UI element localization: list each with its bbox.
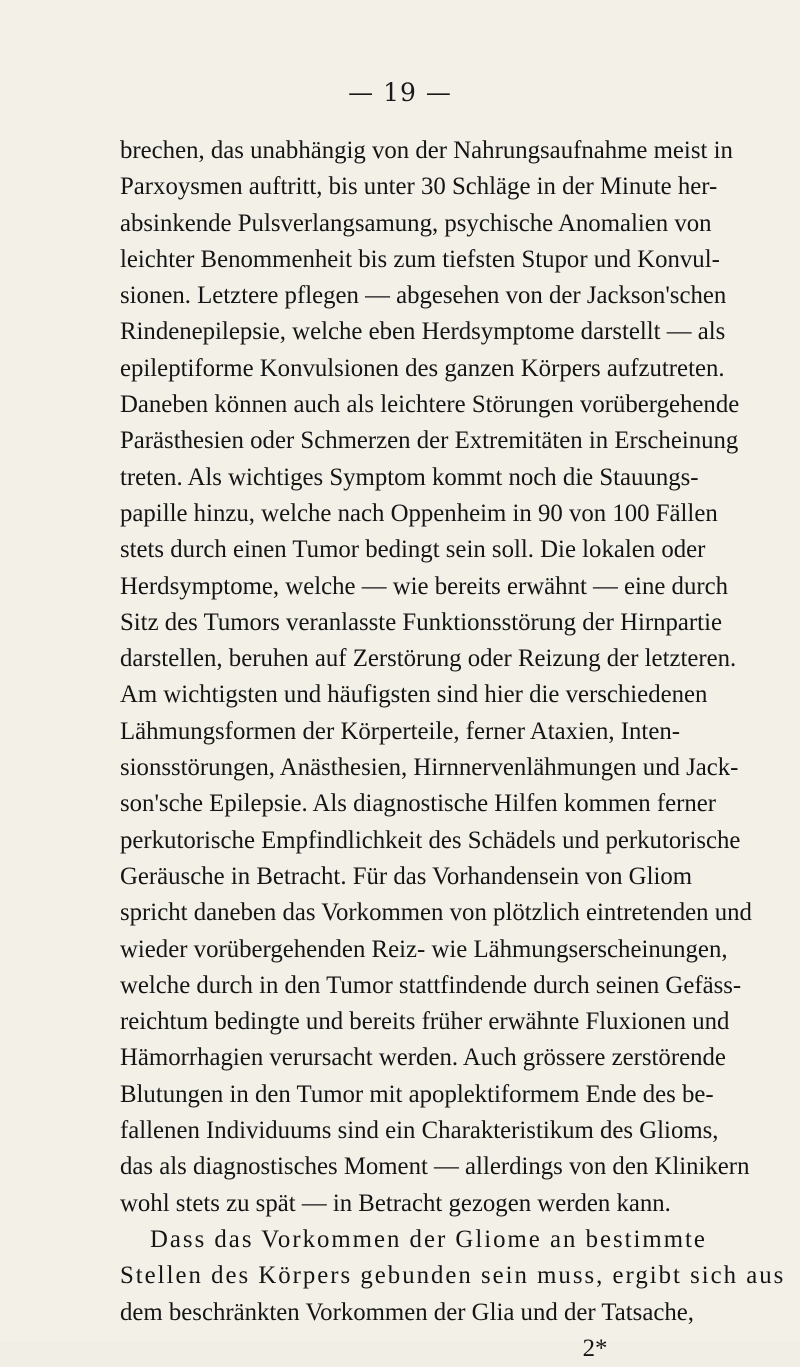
paragraph-start-line: Dass das Vorkommen der Gliome an bestimmte	[150, 1225, 707, 1253]
text-line: stets durch einen Tumor bedingt sein soll. Die lokalen oder	[120, 536, 706, 564]
signature-mark: 2*	[582, 1334, 608, 1362]
text-line: treten. Als wichtiges Symptom kommt noch die Stauungs-	[120, 463, 699, 491]
text-line: brechen, das unabhängig von der Nahrungsaufnahme meist in	[120, 137, 733, 164]
text-line: dem beschränkten Vorkommen der Glia und der Tatsache,	[120, 1298, 694, 1326]
text-line: das als diagnostisches Moment — allerdings von den Klinikern	[120, 1153, 750, 1181]
text-line: wieder vorübergehenden Reiz- wie Lähmungserscheinungen,	[120, 935, 728, 963]
text-line: epileptiforme Konvulsionen des ganzen Körpers aufzutreten.	[120, 354, 725, 382]
text-line: Parästhesien oder Schmerzen der Extremitäten in Erscheinung	[120, 427, 739, 455]
text-line: perkutorische Empfindlichkeit des Schädels und perkutorische	[120, 826, 741, 854]
text-line: spricht daneben das Vorkommen von plötzlich eintretenden und	[120, 899, 752, 927]
text-line: Blutungen in den Tumor mit apoplektiformem Ende des be-	[120, 1080, 714, 1108]
text-line: fallenen Individuums sind ein Charakteristikum des Glioms,	[120, 1117, 719, 1145]
text-line: son'sche Epilepsie. Als diagnostische Hilfen kommen ferner	[120, 790, 717, 818]
text-line: Geräusche in Betracht. Für das Vorhandensein von Gliom	[120, 862, 693, 890]
text-line: Hämorrhagien verursacht werden. Auch grössere zerstörende	[120, 1044, 726, 1072]
text-line: darstellen, beruhen auf Zerstörung oder Reizung der letzteren.	[120, 645, 737, 673]
text-line: welche durch in den Tumor stattfindende durch seinen Gefäss-	[120, 971, 742, 999]
text-line: absinkende Pulsverlangsamung, psychische Anomalien von	[120, 209, 712, 237]
text-line: Parxoysmen auftritt, bis unter 30 Schläge in der Minute her-	[120, 173, 718, 201]
text-line: Lähmungsformen der Körperteile, ferner Ataxien, Inten-	[120, 717, 680, 745]
text-line: sionsstörungen, Anästhesien, Hirnnervenlähmungen und Jack-	[120, 754, 739, 782]
text-line: sionen. Letztere pflegen — abgesehen von der Jackson'schen	[120, 282, 727, 310]
paragraph-end-line: wohl stets zu spät — in Betracht gezogen werden kann.	[120, 1189, 671, 1217]
text-line: leichter Benommenheit bis zum tiefsten Stupor und Konvul-	[120, 245, 720, 273]
text-line: Am wichtigsten und häufigsten sind hier die verschiedenen	[120, 681, 708, 709]
page-number: — 19 —	[348, 78, 452, 107]
text-line: Daneben können auch als leichtere Störungen vorübergehende	[120, 391, 740, 419]
text-line: Sitz des Tumors veranlasste Funktionsstörung der Hirnpartie	[120, 608, 722, 636]
text-line: reichtum bedingte und bereits früher erwähnte Fluxionen und	[120, 1008, 730, 1036]
body-text	[120, 133, 786, 1367]
text-line: Rindenepilepsie, welche eben Herdsymptome darstellt — als	[120, 318, 726, 346]
text-line: papille hinzu, welche nach Oppenheim in 90 von 100 Fällen	[120, 499, 718, 527]
text-line: Herdsymptome, welche — wie bereits erwähnt — eine durch	[120, 572, 729, 600]
text-line: Stellen des Körpers gebunden sein muss, ergibt sich aus	[120, 1262, 786, 1290]
